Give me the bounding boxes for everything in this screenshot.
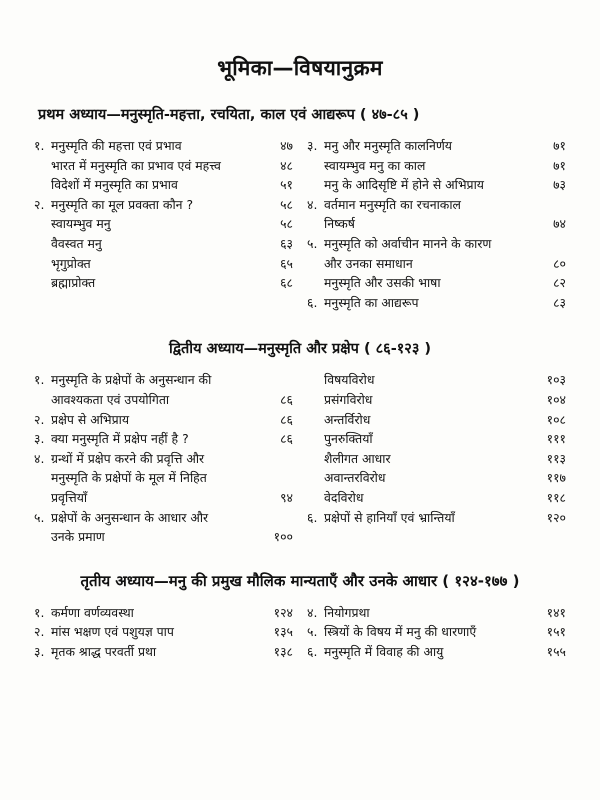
entry-page: ६८ xyxy=(280,275,293,291)
toc-entry[interactable] xyxy=(307,273,566,293)
toc-entry[interactable] xyxy=(34,488,293,508)
entry-title: मनुस्मृति और उसकी भाषा xyxy=(324,275,441,291)
toc-entry[interactable] xyxy=(307,508,566,528)
toc-entry[interactable] xyxy=(34,273,293,293)
entry-page: ४८ xyxy=(280,157,293,173)
toc-entry[interactable] xyxy=(307,603,566,623)
entry-page: ५८ xyxy=(280,216,293,232)
entry-number: २. xyxy=(34,196,45,212)
entry-page: १३५ xyxy=(273,624,293,640)
toc-entry[interactable] xyxy=(34,449,293,469)
toc-entry[interactable] xyxy=(34,508,293,528)
entry-title: मनुस्मृति के प्रक्षेपों के मूल में निहित xyxy=(51,470,207,486)
entry-title: प्रक्षेपों से हानियाँ एवं भ्रान्तियाँ xyxy=(324,509,455,525)
entry-number: १. xyxy=(34,604,45,620)
toc-entry[interactable] xyxy=(34,410,293,430)
entry-page: ८२ xyxy=(553,275,566,291)
entry-title: स्वायम्भुव मनु का काल xyxy=(324,157,426,173)
entry-number: ६. xyxy=(307,509,318,525)
entry-page: १०८ xyxy=(546,411,566,427)
entry-number: ४. xyxy=(307,604,318,620)
toc-entry[interactable] xyxy=(34,429,293,449)
entry-title: वैवस्वत मनु xyxy=(51,235,102,251)
entry-number: ४. xyxy=(34,450,45,466)
entry-title: प्रसंगविरोध xyxy=(324,391,373,407)
entry-title: क्या मनुस्मृति में प्रक्षेप नहीं है ? xyxy=(51,431,189,447)
toc-entry[interactable] xyxy=(34,234,293,254)
section-chapter-1 xyxy=(34,104,566,312)
entry-title: भृगुप्रोक्त xyxy=(51,255,91,271)
entry-title: मनुस्मृति की महत्ता एवं प्रभाव xyxy=(51,138,182,153)
toc-entry[interactable] xyxy=(307,214,566,234)
entry-page: १४१ xyxy=(546,604,566,620)
toc-entry[interactable] xyxy=(307,254,566,274)
toc-entry[interactable] xyxy=(307,136,566,156)
toc-entry[interactable] xyxy=(34,214,293,234)
entry-title: पुनरुक्तियाँ xyxy=(324,431,373,447)
toc-entry[interactable] xyxy=(34,136,293,156)
entry-page: ५८ xyxy=(280,196,293,212)
entry-title: भारत में मनुस्मृति का प्रभाव एवं महत्त्व xyxy=(51,157,221,173)
toc-entry[interactable] xyxy=(34,370,293,390)
entry-page: ८६ xyxy=(280,391,293,407)
chapter-2-columns xyxy=(34,370,566,546)
entry-page: ५१ xyxy=(280,177,293,193)
entry-page: ६३ xyxy=(280,235,293,251)
entry-title: मनुस्मृति का मूल प्रवक्ता कौन ? xyxy=(51,196,194,212)
entry-title: नियोगप्रथा xyxy=(324,604,370,620)
entry-page: १२४ xyxy=(273,604,293,620)
section-chapter-2 xyxy=(34,338,566,546)
toc-entry[interactable] xyxy=(307,622,566,642)
entry-title: मनुस्मृति के प्रक्षेपों के अनुसन्धान की xyxy=(51,372,212,388)
toc-entry[interactable] xyxy=(34,642,293,662)
toc-entry[interactable] xyxy=(34,175,293,195)
entry-page: ७३ xyxy=(553,177,566,193)
entry-page: ७४ xyxy=(553,216,566,232)
entry-page: ११८ xyxy=(546,489,566,505)
entry-page: १११ xyxy=(546,431,566,447)
chapter-2-right-column xyxy=(307,370,566,527)
entry-number: १. xyxy=(34,372,45,388)
entry-page: ७१ xyxy=(553,138,566,153)
entry-page: ८६ xyxy=(280,411,293,427)
entry-page: ८० xyxy=(553,255,566,271)
entry-page: १०० xyxy=(273,529,293,545)
chapter-3-right-column xyxy=(307,603,566,662)
toc-entry[interactable] xyxy=(307,370,566,390)
entry-number: १. xyxy=(34,138,45,153)
toc-entry[interactable] xyxy=(307,468,566,488)
entry-page: १३८ xyxy=(273,643,293,659)
entry-title: मनुस्मृति का आद्यरूप xyxy=(324,294,419,310)
toc-entry[interactable] xyxy=(34,527,293,547)
chapter-2-left-column xyxy=(34,370,293,546)
entry-title: मनुस्मृति में विवाह की आयु xyxy=(324,643,444,659)
entry-page: ८६ xyxy=(280,431,293,447)
entry-title: अवान्तरविरोध xyxy=(324,470,386,486)
entry-page: १५५ xyxy=(546,643,566,659)
entry-title: विदेशों में मनुस्मृति का प्रभाव xyxy=(51,177,178,193)
entry-title: वर्तमान मनुस्मृति का रचनाकाल xyxy=(324,196,461,212)
toc-entry[interactable] xyxy=(307,195,566,215)
entry-number: ३. xyxy=(34,431,45,447)
toc-entry[interactable] xyxy=(307,429,566,449)
entry-title: मनु और मनुस्मृति कालनिर्णय xyxy=(324,138,452,153)
entry-title: स्त्रियों के विषय में मनु की धारणाएँ xyxy=(324,624,477,640)
entry-title: और उनका समाधान xyxy=(324,255,413,271)
page-title: भूमिका—विषयानुक्रम xyxy=(217,56,383,80)
entry-title: अन्तर्विरोध xyxy=(324,411,371,427)
toc-entry[interactable] xyxy=(307,410,566,430)
chapter-3-left-column xyxy=(34,603,293,662)
toc-entry[interactable] xyxy=(307,175,566,195)
entry-title: ग्रन्थों में प्रक्षेप करने की प्रवृत्ति और xyxy=(51,450,205,466)
entry-page: ७१ xyxy=(553,157,566,173)
entry-title: प्रक्षेप से अभिप्राय xyxy=(51,411,130,427)
entry-page: १२० xyxy=(546,509,566,525)
toc-entry[interactable] xyxy=(307,449,566,469)
entry-page: ८३ xyxy=(553,294,566,310)
toc-entry[interactable] xyxy=(34,156,293,176)
toc-entry[interactable] xyxy=(34,622,293,642)
toc-entry[interactable] xyxy=(307,156,566,176)
entry-page: ६५ xyxy=(280,255,293,271)
entry-number: ४. xyxy=(307,196,318,212)
toc-entry[interactable] xyxy=(307,293,566,313)
entry-number: २. xyxy=(34,624,45,640)
entry-number: ५. xyxy=(307,624,318,640)
toc-entry[interactable] xyxy=(34,390,293,410)
toc-entry[interactable] xyxy=(34,603,293,623)
toc-entry[interactable] xyxy=(307,488,566,508)
entry-page: १०४ xyxy=(546,391,566,407)
chapter-1-right-column xyxy=(307,136,566,312)
toc-entry[interactable] xyxy=(307,390,566,410)
entry-title: शैलीगत आधार xyxy=(324,450,391,466)
entry-number: २. xyxy=(34,411,45,427)
entry-title: उनके प्रमाण xyxy=(51,529,105,545)
entry-page: ४७ xyxy=(280,138,293,153)
entry-number: ५. xyxy=(34,509,45,525)
entry-title: विषयविरोध xyxy=(324,372,375,388)
chapter-2-heading: द्वितीय अध्याय—मनुस्मृति और प्रक्षेप ( ८६-१२३ ) xyxy=(168,341,432,358)
entry-number: ५. xyxy=(307,235,318,251)
entry-title: ब्रह्माप्रोक्त xyxy=(51,275,96,291)
toc-entry[interactable] xyxy=(307,234,566,254)
entry-title: कर्मणा वर्णव्यवस्था xyxy=(51,604,134,620)
entry-title: प्रक्षेपों के अनुसन्धान के आधार और xyxy=(51,509,209,525)
entry-page: १५१ xyxy=(546,624,566,640)
entry-page: ११३ xyxy=(546,450,566,466)
chapter-1-columns xyxy=(34,136,566,312)
entry-title: निष्कर्ष xyxy=(324,216,355,232)
section-chapter-3 xyxy=(34,571,566,662)
entry-title: स्वायम्भुव मनु xyxy=(51,216,111,232)
entry-title: मनुस्मृति को अर्वाचीन मानने के कारण xyxy=(324,235,492,251)
entry-title: मनु के आदिसृष्टि में होने से अभिप्राय xyxy=(324,177,484,193)
entry-page: १०३ xyxy=(546,372,566,388)
entry-title: वेदविरोध xyxy=(324,489,364,505)
toc-entry[interactable] xyxy=(34,468,293,488)
entry-title: आवश्यकता एवं उपयोगिता xyxy=(51,391,170,407)
entry-title: मृतक श्राद्ध परवर्ती प्रथा xyxy=(51,643,157,659)
chapter-1-left-column xyxy=(34,136,293,293)
chapter-1-heading: प्रथम अध्याय—मनुस्मृति-महत्ता, रचयिता, काल एवं आद्यरूप ( ४७-८५ ) xyxy=(38,107,420,123)
entry-page: ११७ xyxy=(546,470,566,486)
toc-entry[interactable] xyxy=(34,254,293,274)
chapter-3-heading: तृतीय अध्याय—मनु की प्रमुख मौलिक मान्यताएँ और उनके आधार ( १२४-१७७ ) xyxy=(80,571,520,590)
toc-entry[interactable] xyxy=(34,195,293,215)
entry-number: ६. xyxy=(307,643,318,659)
entry-title: प्रवृत्तियाँ xyxy=(51,489,88,505)
entry-title: मांस भक्षण एवं पशुयज्ञ पाप xyxy=(51,624,174,640)
entry-number: ३. xyxy=(34,643,45,659)
entry-page: ९४ xyxy=(280,489,293,505)
entry-number: ३. xyxy=(307,138,318,153)
toc-entry[interactable] xyxy=(307,642,566,662)
chapter-3-columns xyxy=(34,603,566,662)
entry-number: ६. xyxy=(307,294,318,310)
